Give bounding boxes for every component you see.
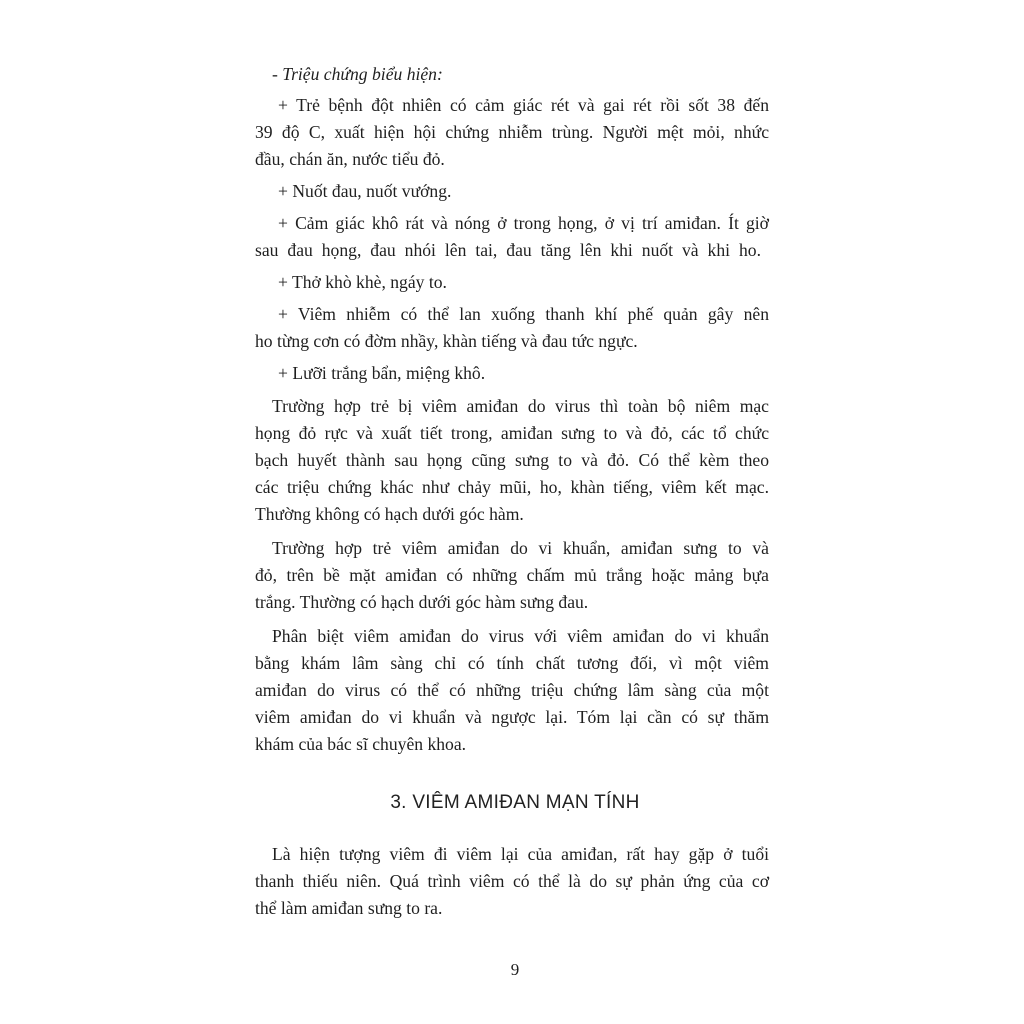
para-virus-line-3: bạch huyết thành sau họng cũng sưng to và đỏ. Có thể kèm theo — [255, 450, 769, 470]
bullet-infection-line-2: ho từng cơn có đờm nhầy, khàn tiếng và đau tức ngực. — [255, 331, 638, 351]
bullet-swallow: + Nuốt đau, nuốt vướng. — [278, 181, 452, 201]
para-bacteria-line-1: Trường hợp trẻ viêm amiđan do vi khuẩn, amiđan sưng to và — [272, 538, 769, 558]
para-virus-line-2: họng đỏ rực và xuất tiết trong, amiđan sưng to và đỏ, các tổ chức — [255, 423, 769, 443]
bullet-infection-line-1: + Viêm nhiễm có thể lan xuống thanh khí phế quản gây nên — [278, 304, 769, 324]
section-para-line-3: thể làm amiđan sưng to ra. — [255, 898, 443, 918]
para-virus-line-4: các triệu chứng khác như chảy mũi, ho, khàn tiếng, viêm kết mạc. — [255, 477, 769, 497]
bullet-tongue: + Lưỡi trắng bẩn, miệng khô. — [278, 363, 486, 383]
para-virus-line-5: Thường không có hạch dưới góc hàm. — [255, 504, 524, 524]
bullet-fever-line-3: đầu, chán ăn, nước tiểu đỏ. — [255, 149, 445, 169]
para-diff-line-2: bằng khám lâm sàng chỉ có tính chất tương đối, vì một viêm — [255, 653, 769, 673]
para-bacteria-line-2: đỏ, trên bề mặt amiđan có những chấm mủ trắng hoặc mảng bựa — [255, 565, 769, 585]
section-para-line-1: Là hiện tượng viêm đi viêm lại của amiđan, rất hay gặp ở tuổi — [272, 844, 769, 864]
bullet-breathing: + Thở khò khè, ngáy to. — [278, 272, 447, 292]
para-bacteria-line-3: trắng. Thường có hạch dưới góc hàm sưng đau. — [255, 592, 589, 612]
bullet-throat-line-2: sau đau họng, đau nhói lên tai, đau tăng lên khi nuốt và khi ho. — [255, 240, 761, 260]
page-number: 9 — [510, 960, 520, 979]
para-virus-line-1: Trường hợp trẻ bị viêm amiđan do virus thì toàn bộ niêm mạc — [272, 396, 769, 416]
para-diff-line-1: Phân biệt viêm amiđan do virus với viêm amiđan do vi khuẩn — [272, 626, 769, 646]
para-diff-line-5: khám của bác sĩ chuyên khoa. — [255, 734, 467, 754]
bullet-throat-line-1: + Cảm giác khô rát và nóng ở trong họng, ở vị trí amiđan. Ít giờ — [278, 213, 769, 233]
para-diff-line-3: amiđan do virus có thể có những triệu chứng lâm sàng của một — [255, 680, 769, 700]
section-heading: 3. VIÊM AMIĐAN MẠN TÍNH — [390, 792, 640, 813]
section-para-line-2: thanh thiếu niên. Quá trình viêm có thể là do sự phản ứng của cơ — [255, 871, 769, 891]
bullet-fever-line-1: + Trẻ bệnh đột nhiên có cảm giác rét và gai rét rồi sốt 38 đến — [278, 95, 769, 115]
bullet-fever-line-2: 39 độ C, xuất hiện hội chứng nhiễm trùng. Người mệt mỏi, nhức — [255, 122, 769, 142]
para-diff-line-4: viêm amiđan do vi khuẩn và ngược lại. Tóm lại cần có sự thăm — [255, 707, 769, 727]
symptoms-subtitle: - Triệu chứng biểu hiện: — [272, 64, 443, 84]
